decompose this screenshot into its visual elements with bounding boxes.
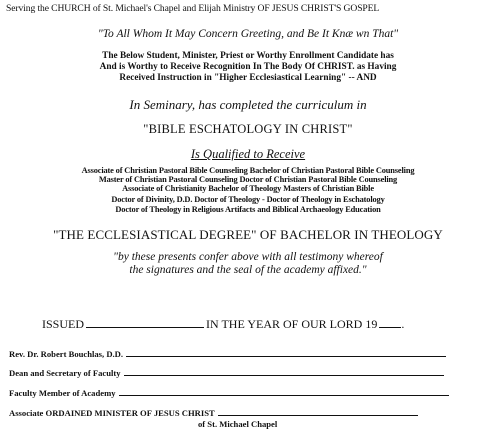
signature-blank[interactable] (119, 394, 449, 396)
signature-blank[interactable] (124, 374, 444, 376)
issued-end: . (401, 317, 405, 331)
signature-label: Dean and Secretary of Faculty (9, 368, 121, 378)
issued-line (42, 318, 482, 330)
issued-label: ISSUED (42, 317, 85, 331)
year-blank[interactable] (379, 326, 401, 328)
issued-date-blank[interactable] (86, 326, 204, 328)
degree-list-line: Associate of Christianity Bachelor of Theology Masters of Christian Bible (122, 184, 374, 193)
degree-list-line: Doctor of Theology in Religious Artifacts and Biblical Archaeology Education (115, 205, 381, 214)
signature-blank[interactable] (218, 414, 418, 416)
degree-list-line: Doctor of Divinity, D.D. Doctor of Theology - Doctor of Theology in Eschatology (111, 195, 385, 204)
signature-label: Associate ORDAINED MINISTER OF JESUS CHRIST (9, 408, 215, 418)
course-title: "BIBLE ESCHATOLOGY IN CHRIST" (143, 122, 353, 136)
signature-subtitle: of St. Michael Chapel (198, 419, 278, 429)
signature-line-dean-president (9, 350, 446, 359)
intro-line-2: And is Worthy to Receive Recognition In The Body Of CHRIST. as Having (99, 62, 397, 72)
signature-blank[interactable] (126, 355, 446, 357)
signature-line-secretary (9, 369, 444, 378)
signature-line-faculty (9, 389, 449, 398)
certificate-header: Serving the CHURCH of St. Michael's Chapel and Elijah Ministry OF JESUS CHRIST'S GOSPEL (6, 3, 380, 14)
intro-line-3: Received Instruction in "Higher Ecclesiastical Learning" -- AND (119, 73, 377, 83)
greeting: "To All Whom It May Concern Greeting, and Be It Knæ wn That" (97, 28, 399, 40)
seminary-statement: In Seminary, has completed the curriculum in (129, 97, 367, 112)
year-label: IN THE YEAR OF OUR LORD 19 (206, 317, 378, 331)
signature-label: Rev. Dr. Robert Bouchlas, D.D. (9, 349, 124, 359)
confer-line-1: "by these presents confer above with all testimony whereof (113, 251, 383, 263)
degree-list-line: Master of Christian Pastoral Counseling Doctor of Christian Pastoral Bible Counseling (98, 175, 398, 184)
degree-list-line: Associate of Christian Pastoral Bible Counseling Bachelor of Christian Pastoral Bible Counseling (81, 166, 415, 175)
signature-line-minister (9, 409, 418, 418)
intro-line-1: The Below Student, Minister, Priest or Worthy Enrollment Candidate has (102, 51, 394, 61)
qualified-heading: Is Qualified to Receive (190, 147, 306, 161)
signature-label: Faculty Member of Academy (9, 388, 116, 398)
degree-title: "THE ECCLESIASTICAL DEGREE" OF BACHELOR IN THEOLOGY (53, 227, 443, 242)
confer-line-2: the signatures and the seal of the academy affixed." (129, 264, 367, 276)
